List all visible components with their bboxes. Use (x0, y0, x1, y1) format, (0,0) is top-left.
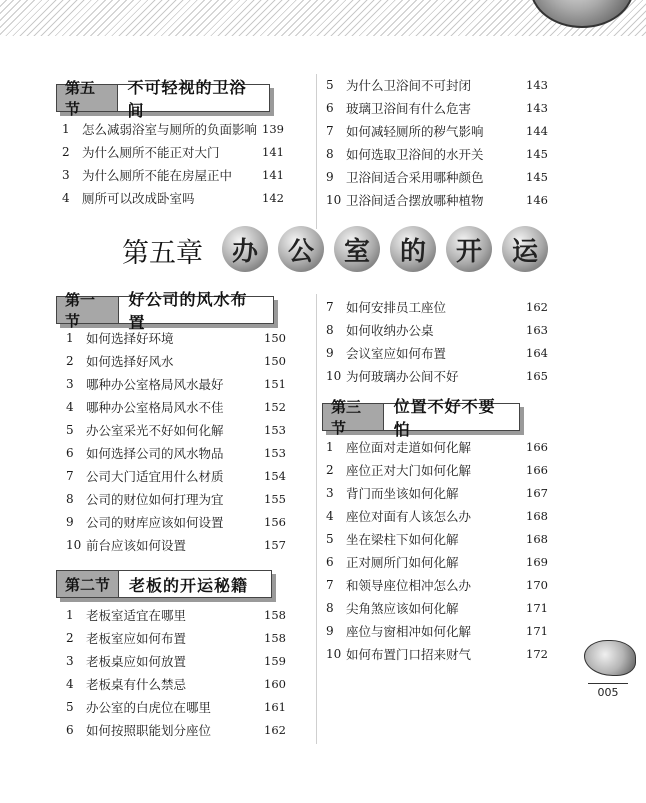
toc-entry[interactable]: 1 如何选择好环境 150 (66, 331, 286, 346)
chapter-title-char: 办 (222, 226, 268, 272)
toc-entry[interactable]: 10 如何布置门口招来财气 172 (326, 647, 548, 662)
toc-entry[interactable]: 5 坐在梁柱下如何化解 168 (326, 532, 548, 547)
toc-entry[interactable]: 5 为什么卫浴间不可封闭 143 (326, 78, 548, 93)
sec1-header (56, 290, 274, 332)
toc-entry[interactable]: 7 如何减轻厕所的秽气影响 144 (326, 124, 548, 139)
toc-entry[interactable]: 8 如何收纳办公桌 163 (326, 323, 548, 338)
chapter-label: 第五章 (122, 238, 203, 269)
toc-entry[interactable]: 10 为何玻璃办公间不好 165 (326, 369, 548, 384)
stone-icon (584, 640, 636, 676)
chapter-title-char: 运 (502, 226, 548, 272)
chapter-title-char: 室 (334, 226, 380, 272)
sec2-toc-right (326, 296, 548, 388)
toc-entry[interactable]: 4 厕所可以改成卧室吗 142 (62, 191, 284, 206)
section5-toc-left (62, 118, 284, 210)
toc-entry[interactable]: 1 老板室适宜在哪里 158 (66, 608, 286, 623)
toc-entry[interactable]: 2 如何选择好风水 150 (66, 354, 286, 369)
toc-entry[interactable]: 9 座位与窗相冲如何化解 171 (326, 624, 548, 639)
column-divider-bottom (316, 294, 317, 744)
toc-entry[interactable]: 3 老板桌应如何放置 159 (66, 654, 286, 669)
chapter-title (222, 226, 558, 272)
toc-entry[interactable]: 6 如何按照职能划分座位 162 (66, 723, 286, 738)
toc-entry[interactable]: 4 座位对面有人该怎么办 168 (326, 509, 548, 524)
sec2-number: 第二节 (57, 571, 119, 597)
toc-entry[interactable]: 5 办公室采光不好如何化解 153 (66, 423, 286, 438)
toc-entry[interactable]: 8 如何选取卫浴间的水开关 145 (326, 147, 548, 162)
chapter-title-char: 开 (446, 226, 492, 272)
sec1-number: 第一节 (57, 297, 119, 323)
toc-entry[interactable]: 10 前台应该如何设置 157 (66, 538, 286, 553)
sec3-number: 第三节 (323, 404, 384, 430)
toc-entry[interactable]: 7 和领导座位相冲怎么办 170 (326, 578, 548, 593)
sec2-title: 老板的开运秘籍 (119, 571, 258, 597)
chapter-title-char: 的 (390, 226, 436, 272)
chapter-banner (122, 226, 538, 272)
sec1-title: 好公司的风水布置 (119, 297, 273, 323)
page-number: 005 (597, 686, 619, 699)
page-number-rule (588, 683, 628, 684)
section5-number: 第五节 (57, 85, 118, 111)
toc-entry[interactable]: 1 座位面对走道如何化解 166 (326, 440, 548, 455)
toc-entry[interactable]: 2 老板室应如何布置 158 (66, 631, 286, 646)
toc-entry[interactable]: 9 会议室应如何布置 164 (326, 346, 548, 361)
toc-entry[interactable]: 4 哪种办公室格局风水不佳 152 (66, 400, 286, 415)
toc-entry[interactable]: 1 怎么减弱浴室与厕所的负面影响 139 (62, 122, 284, 137)
toc-entry[interactable]: 3 哪种办公室格局风水最好 151 (66, 377, 286, 392)
toc-entry[interactable]: 6 正对厕所门如何化解 169 (326, 555, 548, 570)
toc-entry[interactable]: 7 如何安排员工座位 162 (326, 300, 548, 315)
toc-entry[interactable]: 9 公司的财库应该如何设置 156 (66, 515, 286, 530)
toc-entry[interactable]: 9 卫浴间适合采用哪种颜色 145 (326, 170, 548, 185)
toc-entry[interactable]: 4 老板桌有什么禁忌 160 (66, 677, 286, 692)
sec2-header (56, 570, 272, 598)
toc-entry[interactable]: 6 玻璃卫浴间有什么危害 143 (326, 101, 548, 116)
toc-entry[interactable]: 2 为什么厕所不能正对大门 141 (62, 145, 284, 160)
section5-toc-right (326, 74, 548, 212)
section5-header (56, 78, 270, 120)
toc-entry[interactable]: 6 如何选择公司的风水物品 153 (66, 446, 286, 461)
sec3-header (322, 397, 520, 439)
column-divider-top (316, 74, 317, 229)
toc-entry[interactable]: 5 办公室的白虎位在哪里 161 (66, 700, 286, 715)
toc-entry[interactable]: 8 尖角煞应该如何化解 171 (326, 601, 548, 616)
chapter-title-char: 公 (278, 226, 324, 272)
toc-entry[interactable]: 8 公司的财位如何打理为宜 155 (66, 492, 286, 507)
toc-entry[interactable]: 2 座位正对大门如何化解 166 (326, 463, 548, 478)
section5-title: 不可轻视的卫浴间 (118, 85, 269, 111)
toc-entry[interactable]: 10 卫浴间适合摆放哪种植物 146 (326, 193, 548, 208)
sec2-toc (66, 604, 286, 742)
sec1-toc (66, 327, 286, 557)
sec3-title: 位置不好不要怕 (384, 404, 519, 430)
toc-entry[interactable]: 3 为什么厕所不能在房屋正中 141 (62, 168, 284, 183)
toc-entry[interactable]: 7 公司大门适宜用什么材质 154 (66, 469, 286, 484)
sec3-toc (326, 436, 548, 666)
toc-entry[interactable]: 3 背门而坐该如何化解 167 (326, 486, 548, 501)
